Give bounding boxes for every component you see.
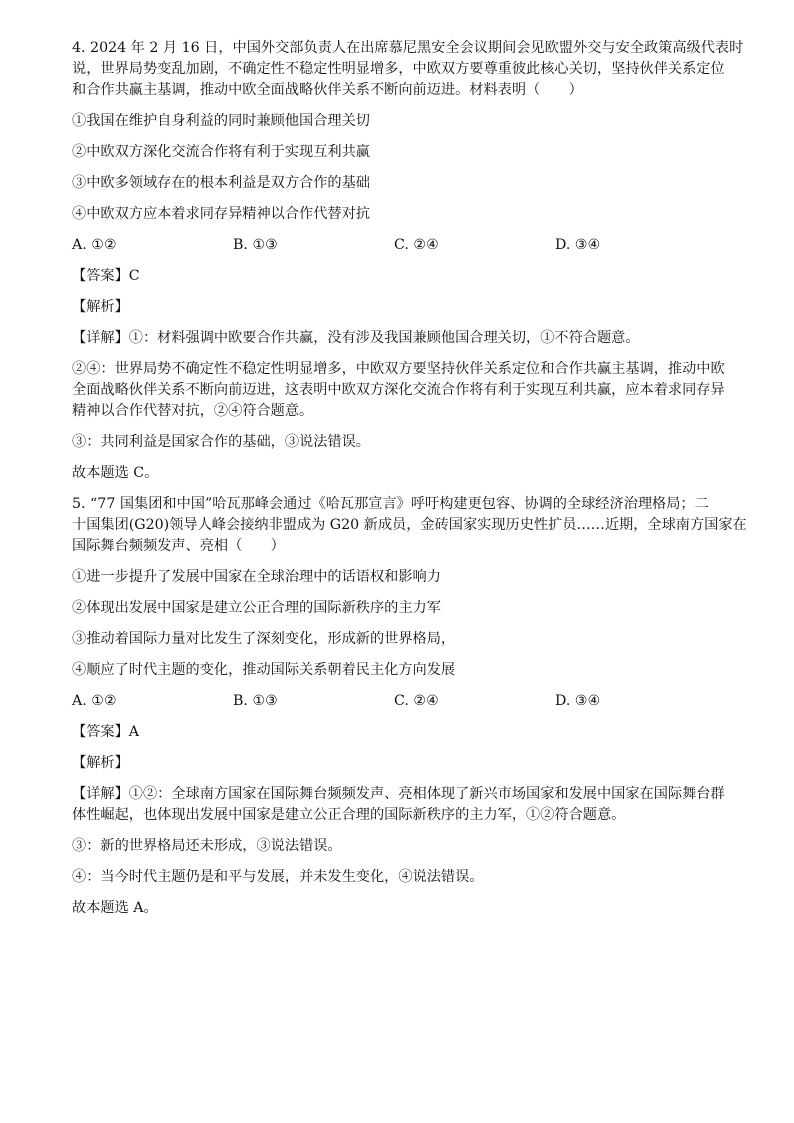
analysis-line: ③：新的世界格局还未形成，③说法错误。 — [72, 838, 342, 854]
statement-1: ①进一步提升了发展中国家在全球治理中的话语权和影响力 — [72, 569, 441, 585]
option-a: A. ①② — [72, 237, 117, 253]
options-row — [72, 235, 724, 256]
analysis-label: 【解析】 — [72, 299, 129, 315]
analysis-line: 精神以合作代替对抗，②④符合题意。 — [72, 403, 314, 419]
answer: 【答案】A — [72, 724, 139, 740]
analysis-line: 【详解】①②：全球南方国家在国际舞台频频发声、亮相体现了新兴市场国家和发展中国家在国际舞台群 — [72, 786, 725, 802]
option-b: B. ①③ — [233, 237, 278, 253]
question-5 — [72, 494, 747, 919]
options-row — [72, 691, 724, 712]
statement-3: ③推动着国际力量对比发生了深刻变化，形成新的世界格局， — [72, 631, 456, 647]
stem-line: 和合作共赢主基调，推动中欧全面战略伙伴关系不断向前迈进。材料表明（ ） — [72, 82, 583, 98]
option-a: A. ①② — [72, 693, 117, 709]
stem-line: 国际舞台频频发声、亮相（ ） — [72, 538, 285, 554]
statement-1: ①我国在维护自身利益的同时兼顾他国合理关切 — [72, 113, 370, 129]
question-4 — [72, 38, 744, 484]
answer: 【答案】C — [72, 268, 140, 284]
analysis-conclusion: 故本题选 C。 — [72, 465, 159, 481]
analysis-label: 【解析】 — [72, 755, 129, 771]
analysis-line: ④：当今时代主题仍是和平与发展，并未发生变化，④说法错误。 — [72, 869, 484, 885]
statement-3: ③中欧多领域存在的根本利益是双方合作的基础 — [72, 175, 370, 191]
analysis-line: 【详解】①：材料强调中欧要合作共赢，没有涉及我国兼顾他国合理关切，①不符合题意。 — [72, 330, 640, 346]
document-page — [72, 38, 747, 929]
statement-4: ④顺应了时代主题的变化，推动国际关系朝着民主化方向发展 — [72, 662, 456, 678]
analysis-line: ②④：世界局势不确定性不稳定性明显增多，中欧双方要坚持伙伴关系定位和合作共赢主基调，推动中欧 — [72, 361, 725, 377]
option-c: C. ②④ — [394, 237, 439, 253]
stem-line: 5. “77 国集团和中国”哈瓦那峰会通过《哈瓦那宣言》呼吁构建更包容、协调的全球经济治理格局；二 — [72, 496, 709, 512]
option-d: D. ③④ — [555, 693, 601, 709]
stem-line: 说，世界局势变乱加剧，不确定性不稳定性明显增多，中欧双方要尊重彼此核心关切，坚持伙伴关系定位 — [72, 61, 725, 77]
analysis-conclusion: 故本题选 A。 — [72, 900, 158, 916]
statement-2: ②体现出发展中国家是建立公正合理的国际新秩序的主力军 — [72, 600, 441, 616]
analysis-line: ③：共同利益是国家合作的基础，③说法错误。 — [72, 434, 370, 450]
statement-4: ④中欧双方应本着求同存异精神以合作代替对抗 — [72, 206, 370, 222]
option-c: C. ②④ — [394, 693, 439, 709]
question-5-stem — [72, 494, 747, 557]
analysis-paragraph — [72, 784, 724, 826]
analysis-paragraph — [72, 359, 724, 422]
statement-2: ②中欧双方深化交流合作将有利于实现互利共赢 — [72, 144, 370, 160]
stem-line: 十国集团(G20)领导人峰会接纳非盟成为 G20 新成员，金砖国家实现历史性扩员……近期，全球南方国家在 — [72, 517, 747, 533]
option-d: D. ③④ — [555, 237, 601, 253]
analysis-line: 体性崛起，也体现出发展中国家是建立公正合理的国际新秩序的主力军，①②符合题意。 — [72, 807, 626, 823]
option-b: B. ①③ — [233, 693, 278, 709]
analysis-line: 全面战略伙伴关系不断向前迈进，这表明中欧双方深化交流合作将有利于实现互利共赢，应本着求同存异 — [72, 382, 725, 398]
stem-line: 4. 2024 年 2 月 16 日，中国外交部负责人在出席慕尼黑安全会议期间会见欧盟外交与安全政策高级代表时 — [72, 40, 744, 56]
question-4-stem — [72, 38, 744, 101]
